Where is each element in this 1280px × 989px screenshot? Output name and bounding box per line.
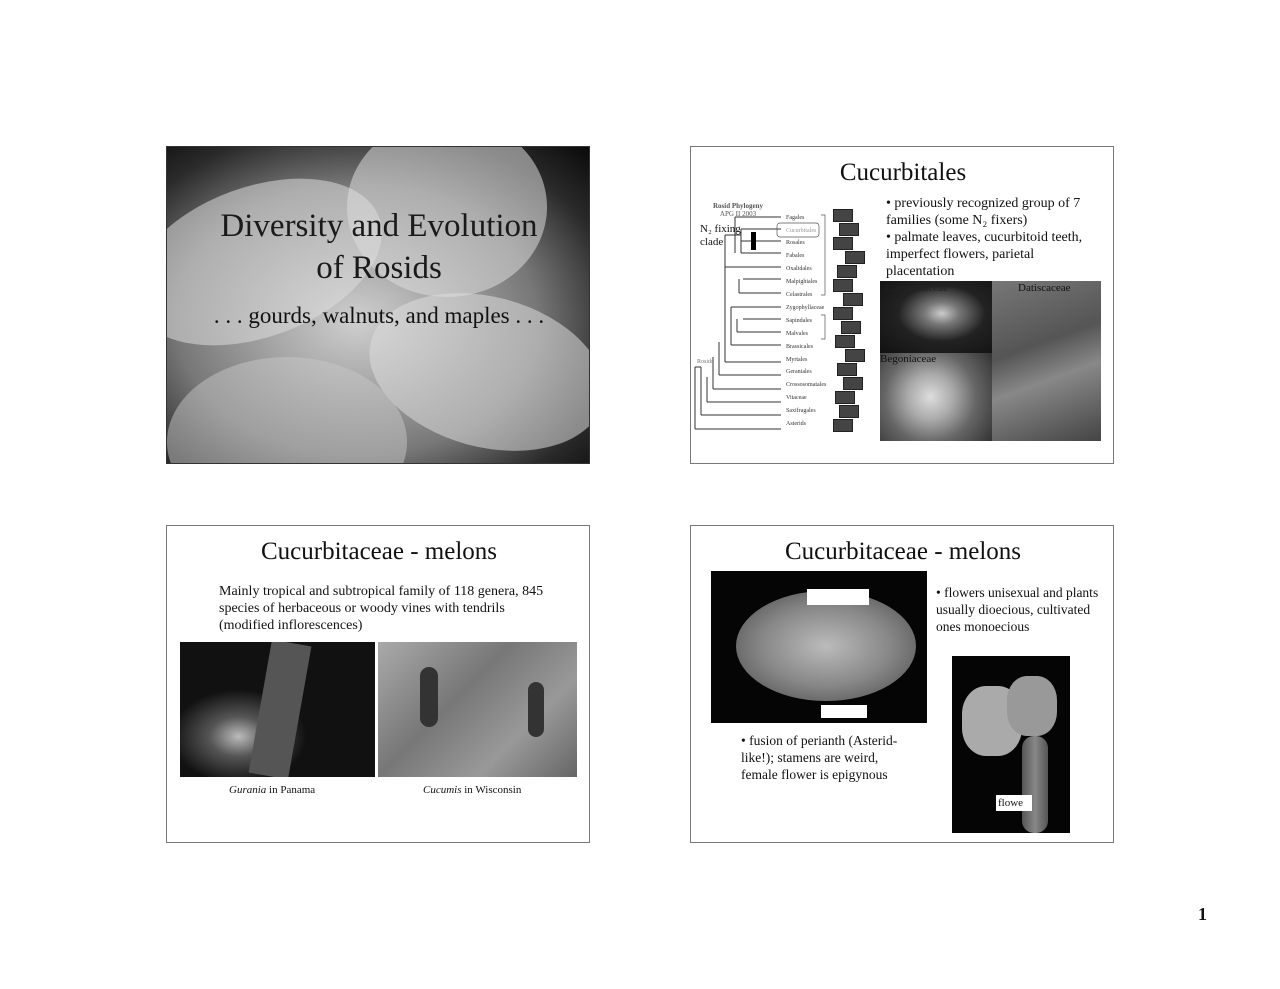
- taxon-label: Brassicales: [786, 344, 813, 350]
- taxon-thumbnail: [845, 251, 865, 264]
- bullet-unisexual: • flowers unisexual and plants usually dioecious, cultivated ones monoecious: [936, 585, 1099, 634]
- label-box: [821, 705, 867, 718]
- n2-fixing-label: N₂ fixing clade: [700, 223, 741, 248]
- rosids-label: Rosids: [697, 359, 714, 365]
- taxon-label: Myrtales: [786, 357, 808, 363]
- taxon-label: Rosales: [786, 240, 805, 246]
- taxon-label: Geraniales: [786, 369, 812, 375]
- photo-female-flower: [952, 656, 1070, 833]
- taxon-label: Asterids: [786, 421, 806, 427]
- taxon-thumbnail: [833, 279, 853, 292]
- page-number: 1: [1198, 904, 1207, 924]
- bullet-perianth: • fusion of perianth (Asterid-like!); stamens are weird, female flower is epigynous: [741, 733, 898, 782]
- slide-title-heading: Diversity and Evolution of Rosids: [220, 208, 538, 286]
- taxon-label: Sapindales: [786, 318, 812, 324]
- taxon-label: Oxalidales: [786, 266, 812, 272]
- slide-subtitle: . . . gourds, walnuts, and maples . . .: [213, 303, 545, 328]
- taxon-thumbnail: [835, 391, 855, 404]
- taxon-thumbnail: [843, 293, 863, 306]
- photo-label-datiscaceae: Datiscaceae: [1018, 282, 1071, 294]
- flower-petal: [167, 357, 407, 464]
- slide-cucurbitaceae-flowers: [690, 525, 1114, 843]
- slide-cucurbitales: [690, 146, 1114, 464]
- taxon-thumbnail: [833, 419, 853, 432]
- family-description: Mainly tropical and subtropical family of 118 genera, 845 species of herbaceous or woody vines with tendrils (modified inflorescences): [219, 584, 544, 633]
- taxon-label: Fabales: [786, 253, 805, 259]
- photo-label-flower: flowe: [996, 795, 1032, 811]
- taxon-thumbnail: [833, 209, 853, 222]
- taxon-label: Saxifragales: [786, 408, 816, 414]
- taxon-thumbnail: [843, 377, 863, 390]
- taxon-label: Zygophyllaceae: [786, 305, 825, 311]
- taxon-label: Malpighiales: [786, 279, 818, 285]
- taxon-thumbnail: [837, 363, 857, 376]
- photo-gurania: [180, 642, 375, 777]
- photo-datiscaceae: [992, 281, 1101, 441]
- caption-gurania: Gurania in Panama: [229, 784, 316, 796]
- caption-cucumis: Cucumis in Wisconsin: [423, 784, 522, 796]
- bullet-families: • previously recognized group of 7 families (some N₂ fixers): [886, 196, 1081, 228]
- slide-heading: Cucurbitaceae - melons: [260, 538, 497, 565]
- slide-heading: Cucurbitales: [839, 159, 967, 186]
- photo-flower-section: [711, 571, 927, 723]
- taxon-label: Malvales: [786, 331, 808, 337]
- taxon-label: Fagales: [786, 215, 805, 221]
- phylogeny-title: Rosid Phylogeny APG II 2003: [713, 202, 763, 218]
- slide-cucurbitaceae-overview: [166, 525, 590, 843]
- taxon-thumbnail: [833, 237, 853, 250]
- taxon-label: Celastrales: [786, 292, 813, 298]
- taxon-label: Cucurbitales: [786, 228, 817, 234]
- photo-label-cucurbitaceae: Cucurbitaceae: [885, 282, 948, 294]
- label-box: [807, 589, 869, 605]
- slide-heading: Cucurbitaceae - melons: [784, 538, 1021, 565]
- photo-label-begoniaceae: Begoniaceae: [880, 353, 937, 365]
- taxon-thumbnail: [835, 335, 855, 348]
- taxon-thumbnail: [837, 265, 857, 278]
- taxon-thumbnail: [841, 321, 861, 334]
- taxon-thumbnail: [833, 307, 853, 320]
- taxon-label: Crossosomatales: [786, 382, 827, 388]
- taxon-thumbnail: [839, 223, 859, 236]
- photo-cucumis: [378, 642, 577, 777]
- bullet-traits: • palmate leaves, cucurbitoid teeth, imperfect flowers, parietal placentation: [886, 230, 1083, 279]
- slide-title: [166, 146, 590, 464]
- taxon-thumbnail: [845, 349, 865, 362]
- taxon-thumbnail: [839, 405, 859, 418]
- photo-begoniaceae: [880, 353, 992, 441]
- taxon-label: Vitaceae: [786, 395, 807, 401]
